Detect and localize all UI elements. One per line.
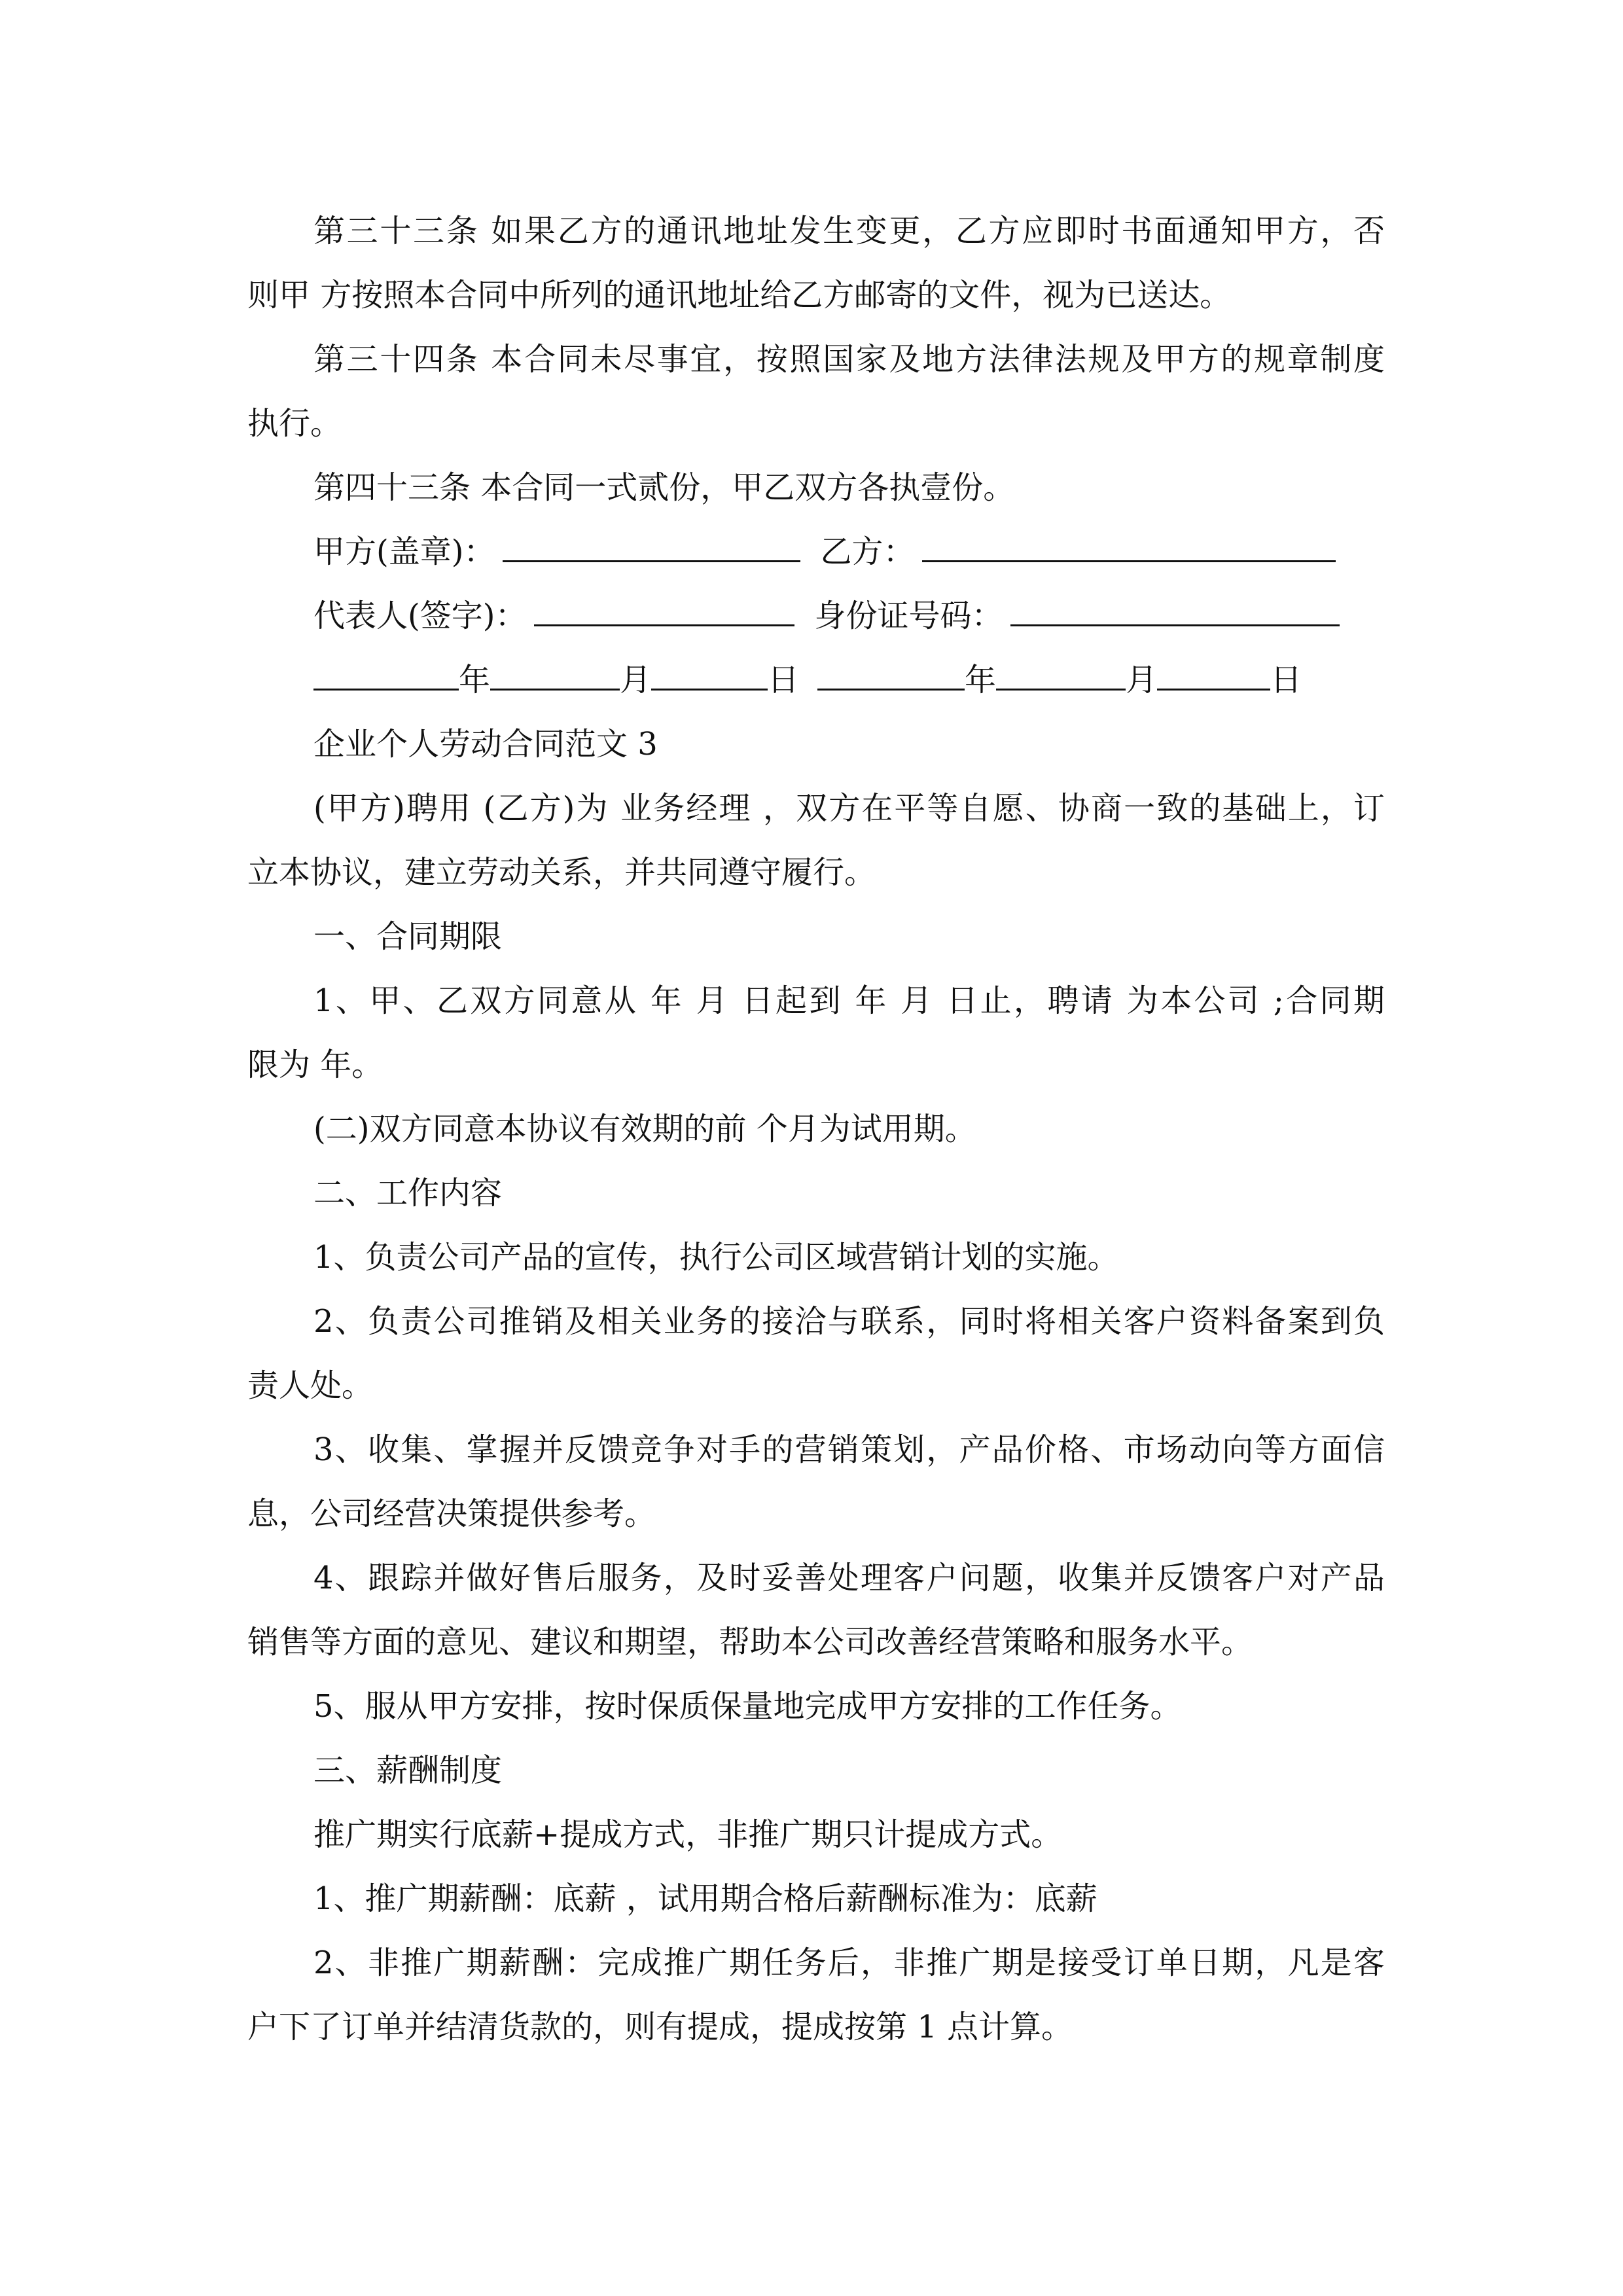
text-line: 责人处。 <box>247 1367 374 1404</box>
text-line: 1、甲、乙双方同意从 年 月 日起到 年 月 日止，聘请 为本公司 ;合同期 <box>313 982 1385 1019</box>
year-a-label: 年 <box>459 662 491 698</box>
text-line: 限为 年。 <box>247 1047 383 1083</box>
paragraph <box>247 1867 1385 1931</box>
year-a-blank <box>313 649 459 691</box>
paragraph <box>247 776 1385 905</box>
paragraph <box>247 1161 1385 1225</box>
text-line: 2、负责公司推销及相关业务的接洽与联系，同时将相关客户资料备案到负 <box>313 1303 1385 1340</box>
document-body <box>247 199 1385 2059</box>
id-blank <box>1010 585 1340 626</box>
text-line: 则甲 方按照本合同中所列的通讯地址给乙方邮寄的文件，视为已送达。 <box>247 277 1232 314</box>
rep-label: 代表人(签字)： <box>313 598 527 634</box>
paragraph <box>247 1418 1385 1546</box>
party-b-blank <box>922 521 1336 562</box>
paragraph <box>247 1803 1385 1867</box>
party-a-label: 甲方(盖章)： <box>313 533 495 570</box>
id-label: 身份证号码： <box>814 598 1003 634</box>
month-a-label: 月 <box>620 662 652 698</box>
month-a-blank <box>490 649 620 691</box>
signature-row-party <box>247 520 1385 584</box>
text-line: 推广期实行底薪+提成方式，非推广期只计提成方式。 <box>313 1816 1063 1853</box>
rep-blank <box>534 585 794 626</box>
text-line: 企业个人劳动合同范文 3 <box>313 726 658 762</box>
text-line: 2、非推广期薪酬：完成推广期任务后，非推广期是接受订单日期，凡是客 <box>313 1945 1385 1981</box>
text-line: 3、收集、掌握并反馈竞争对手的营销策划，产品价格、市场动向等方面信 <box>313 1431 1385 1468</box>
text-line: 第三十三条 如果乙方的通讯地址发生变更，乙方应即时书面通知甲方，否 <box>313 213 1385 249</box>
contract-3-section <box>247 712 1385 2059</box>
text-line: 三、薪酬制度 <box>313 1752 503 1789</box>
year-b-label: 年 <box>965 662 997 698</box>
text-line: 第四十三条 本合同一式贰份，甲乙双方各执壹份。 <box>313 469 1015 506</box>
day-a-blank <box>651 649 768 691</box>
text-line: 1、负责公司产品的宣传，执行公司区域营销计划的实施。 <box>313 1239 1119 1276</box>
text-line: 1、推广期薪酬：底薪 ，试用期合格后薪酬标准为：底薪 <box>313 1880 1097 1917</box>
text-line: 第三十四条 本合同未尽事宜，按照国家及地方法律法规及甲方的规章制度 <box>313 341 1385 378</box>
paragraph <box>247 1674 1385 1738</box>
text-line: 5、服从甲方安排，按时保质保量地完成甲方安排的工作任务。 <box>313 1688 1182 1725</box>
text-line: 一、合同期限 <box>313 918 503 955</box>
paragraph <box>247 1225 1385 1289</box>
paragraph <box>247 1738 1385 1803</box>
text-line: 息，公司经营决策提供参考。 <box>247 1496 656 1532</box>
text-line: 户下了订单并结清货款的，则有提成，提成按第 1 点计算。 <box>247 2009 1073 2045</box>
party-b-label: 乙方： <box>820 533 915 570</box>
paragraph <box>247 1289 1385 1418</box>
paragraph <box>247 1546 1385 1674</box>
text-line: 4、跟踪并做好售后服务，及时妥善处理客户问题，收集并反馈客户对产品 <box>313 1560 1385 1596</box>
day-b-label: 日 <box>1270 662 1302 698</box>
paragraph <box>247 327 1385 456</box>
text-line: (甲方)聘用 (乙方)为 业务经理 ，双方在平等自愿、协商一致的基础上，订 <box>313 790 1385 827</box>
paragraph <box>247 905 1385 969</box>
day-b-blank <box>1157 649 1270 691</box>
month-b-label: 月 <box>1126 662 1158 698</box>
clauses-section <box>247 199 1385 520</box>
text-line: 销售等方面的意见、建议和期望，帮助本公司改善经营策略和服务水平。 <box>247 1624 1253 1660</box>
paragraph <box>247 969 1385 1097</box>
paragraph <box>247 1097 1385 1161</box>
party-a-blank <box>503 521 800 562</box>
paragraph <box>247 1931 1385 2059</box>
paragraph <box>247 199 1385 327</box>
text-line: 二、工作内容 <box>313 1175 503 1211</box>
text-line: (二)双方同意本协议有效期的前 个月为试用期。 <box>313 1111 976 1147</box>
paragraph <box>247 456 1385 520</box>
day-a-label: 日 <box>768 662 800 698</box>
paragraph <box>247 712 1385 776</box>
month-b-blank <box>996 649 1126 691</box>
year-b-blank <box>817 649 965 691</box>
text-line: 立本协议，建立劳动关系，并共同遵守履行。 <box>247 854 876 891</box>
signature-row-date <box>247 648 1385 712</box>
text-line: 执行。 <box>247 405 342 442</box>
signature-row-rep <box>247 584 1385 648</box>
